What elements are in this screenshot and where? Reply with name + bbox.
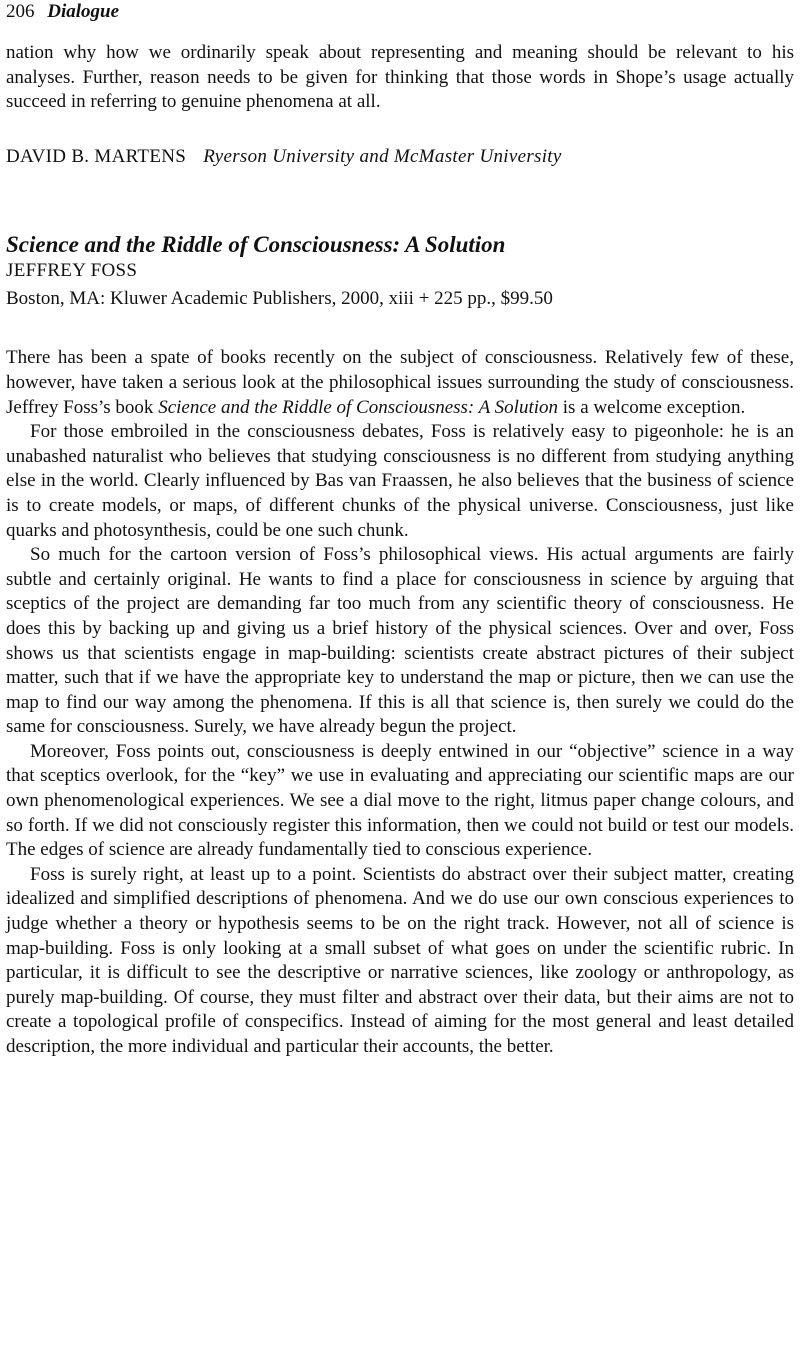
- reviewer-affiliation: Ryerson University and McMaster University: [203, 145, 562, 167]
- paragraph-text: is a welcome exception.: [558, 396, 746, 418]
- page-number: 206: [6, 1, 35, 22]
- reviewer-name: DAVID B. MARTENS: [6, 145, 187, 167]
- review-paragraph-3: So much for the cartoon version of Foss’s philosophical views. His actual arguments are fairly subtle and certainly original. He wants to find a place for consciousness in science by arguing that sceptics of the project are demanding far too much from any scientific theory of consciousness. He does this by backing up and giving us a brief history of the physical sciences. Over and over, Foss shows us that scientists engage in map-building: scientists create abstract pictures of their subject matter, such that if we have the appropriate key to understand the map or picture, then we can use the map to find our way among the phenomena. If this is all that science is, then surely we could do the same for consciousness. Surely, we have already begun the project.: [6, 544, 794, 738]
- book-author: JEFFREY FOSS: [6, 260, 138, 282]
- book-title: Science and the Riddle of Consciousness: A Solution: [6, 232, 506, 258]
- previous-review-ending: [6, 41, 794, 169]
- book-title-inline: Science and the Riddle of Consciousness: A Solution: [158, 396, 559, 418]
- reviewer-signoff: [6, 145, 794, 170]
- review-paragraph-4: Moreover, Foss points out, consciousness is deeply entwined in our “objective” science in a way that sceptics overlook, for the “key” we use in evaluating and appreciating our scientific maps are our own phenomenological experiences. We see a dial move to the right, litmus paper change colours, and so forth. If we did not consciously register this information, then we could not build or test our models. The edges of science are already fundamentally tied to conscious experience.: [6, 740, 794, 861]
- previous-review-paragraph: nation why how we ordinarily speak about representing and meaning should be relevant to his analyses. Further, reason needs to be given for thinking that those words in Shope’s usage actually succeed in referring to genuine phenomena at all.: [6, 42, 794, 113]
- review-paragraph-1: [6, 346, 794, 420]
- paragraph-text: There has been a spate of books recently on the subject of consciousness. Relatively few of these, however, have taken a serious look at the philosophical issues surrounding the study of consciousness. Jeffrey Foss’s book: [6, 347, 794, 418]
- book-review-header: [6, 231, 794, 312]
- review-paragraph-2: For those embroiled in the consciousness debates, Foss is relatively easy to pigeonhole: he is an unabashed naturalist who believes that studying consciousness is no different from studying anything else in the world. Clearly influenced by Bas van Fraassen, he also believes that the business of science is to create models, or maps, of different chunks of the physical universe. Consciousness, just like quarks and photosynthesis, could be one such chunk.: [6, 421, 794, 541]
- running-head: [6, 0, 794, 24]
- book-publication-details: Boston, MA: Kluwer Academic Publishers, 2000, xiii + 225 pp., $99.50: [6, 288, 553, 310]
- journal-section: Dialogue: [47, 1, 120, 22]
- review-paragraph-5: Foss is surely right, at least up to a point. Scientists do abstract over their subject matter, creating idealized and simplified descriptions of phenomena. And we do use our own conscious experiences to judge whether a theory or hypothesis seems to be on the right track. However, not all of science is map-building. Foss is only looking at a small subset of what goes on under the scientific rubric. In particular, it is difficult to see the descriptive or narrative sciences, like zoology or anthropology, as purely map-building. Of course, they must filter and abstract over their data, but their aims are not to create a topological profile of conspecifics. Instead of aiming for the most general and least detailed description, the more individual and particular their accounts, the better.: [6, 863, 794, 1057]
- review-body: [6, 346, 794, 1059]
